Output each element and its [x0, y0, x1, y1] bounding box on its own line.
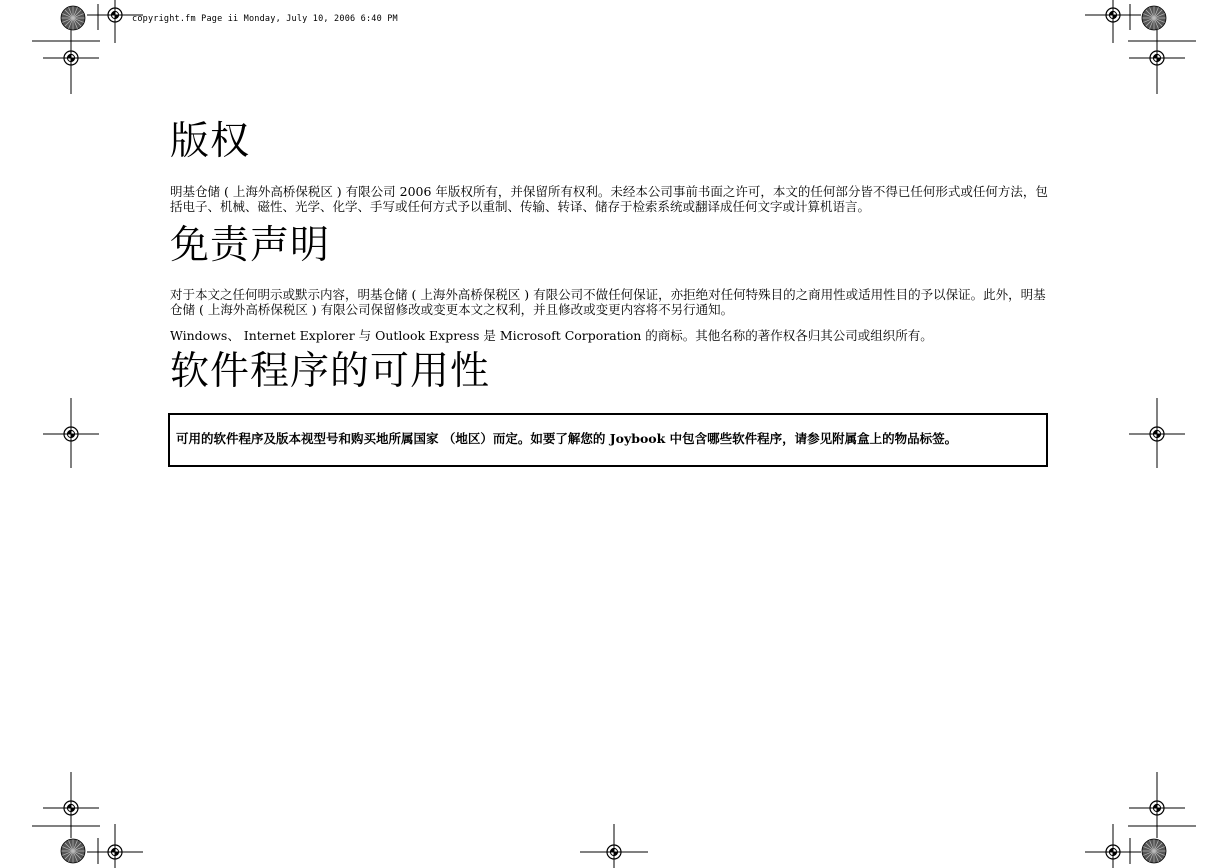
- availability-note-text: 可用的软件程序及版本视型号和购买地所属国家 （地区）而定。如要了解您的 Joybook 中包含哪些软件程序，请参见附属盒上的物品标签。: [176, 431, 958, 446]
- registration-mark-icon: [87, 824, 143, 868]
- availability-note-box: [168, 413, 1048, 467]
- registration-mark-icon: [1085, 824, 1141, 868]
- heading-software-availability: 软件程序的可用性: [170, 349, 491, 394]
- color-rosette-icon: [61, 839, 85, 863]
- heading-copyright: 版权: [170, 119, 251, 164]
- registration-mark-icon: [586, 824, 642, 868]
- heading-disclaimer: 免责声明: [170, 223, 331, 268]
- registration-mark-icon: [1085, 0, 1141, 43]
- copyright-paragraph: 明基仓储 ( 上海外高桥保税区 ) 有限公司 2006 年版权所有，并保留所有权利。未经本公司事前书面之许可，本文的任何部分皆不得已任何形式或任何方法，包括电子、机械、磁性、光学、化学、手写或任何方式予以重制、传输、转译、储存于检索系统或翻译成任何文字或计算机语言。: [170, 184, 1048, 214]
- disclaimer-paragraph: 对于本文之任何明示或默示内容，明基仓储 ( 上海外高桥保税区 ) 有限公司不做任何保证，亦拒绝对任何特殊目的之商用性或适用性目的予以保证。此外，明基仓储 ( 上海外高桥保税区 ) 有限公司保留修改或变更本文之权利，并且修改或变更内容将不另行通知。: [170, 287, 1046, 317]
- color-rosette-icon: [1142, 6, 1166, 30]
- print-slug: copyright.fm Page ii Monday, July 10, 2006 6:40 PM: [132, 14, 398, 24]
- color-rosette-icon: [1142, 839, 1166, 863]
- color-rosette-icon: [61, 6, 85, 30]
- trademarks-paragraph: Windows、 Internet Explorer 与 Outlook Express 是 Microsoft Corporation 的商标。其他名称的著作权各归其公司或组织所有。: [170, 328, 933, 343]
